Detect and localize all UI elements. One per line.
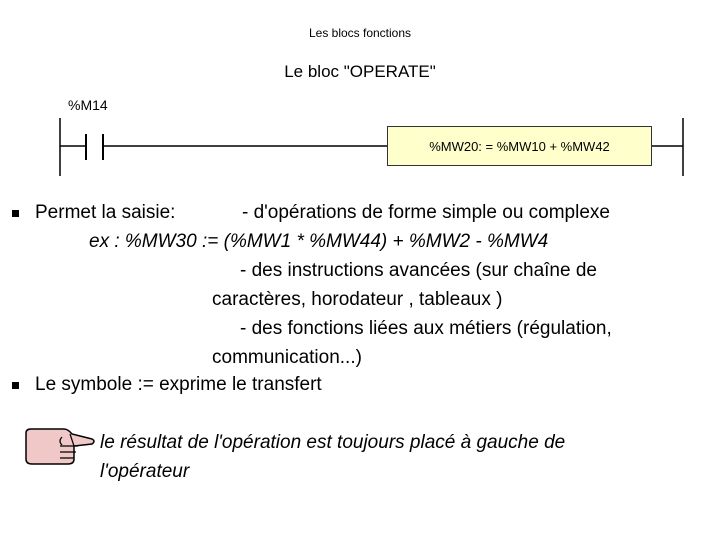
bullet-marker: [12, 382, 19, 389]
example-text: ex : %MW30 := (%MW1 * %MW44) + %MW2 - %MW4: [89, 231, 549, 252]
item3-line1: - des fonctions liées aux métiers (régulation,: [240, 318, 612, 339]
block-title: Le bloc "OPERATE": [284, 62, 436, 81]
note-line2: l'opérateur: [100, 461, 190, 482]
operate-expression: %MW20: = %MW10 + %MW42: [429, 138, 610, 154]
note-line1: le résultat de l'opération est toujours placé à gauche de: [100, 432, 566, 453]
page-header-title: Les blocs fonctions: [308, 26, 412, 40]
ladder-diagram: [0, 0, 720, 200]
item3-line2: communication...): [212, 347, 362, 368]
item2-line2: caractères, horodateur , tableaux ): [212, 289, 503, 310]
bullet1-label: Permet la saisie:: [35, 202, 176, 223]
item1-text: - d'opérations de forme simple ou complexe: [242, 202, 610, 223]
contact-label: %M14: [68, 97, 108, 113]
bullet-marker: [12, 210, 19, 217]
item2-line1: - des instructions avancées (sur chaîne de: [240, 260, 597, 281]
operate-block: [387, 126, 652, 166]
pointing-hand-icon: [22, 425, 98, 467]
bullet2-text: Le symbole := exprime le transfert: [35, 374, 322, 395]
